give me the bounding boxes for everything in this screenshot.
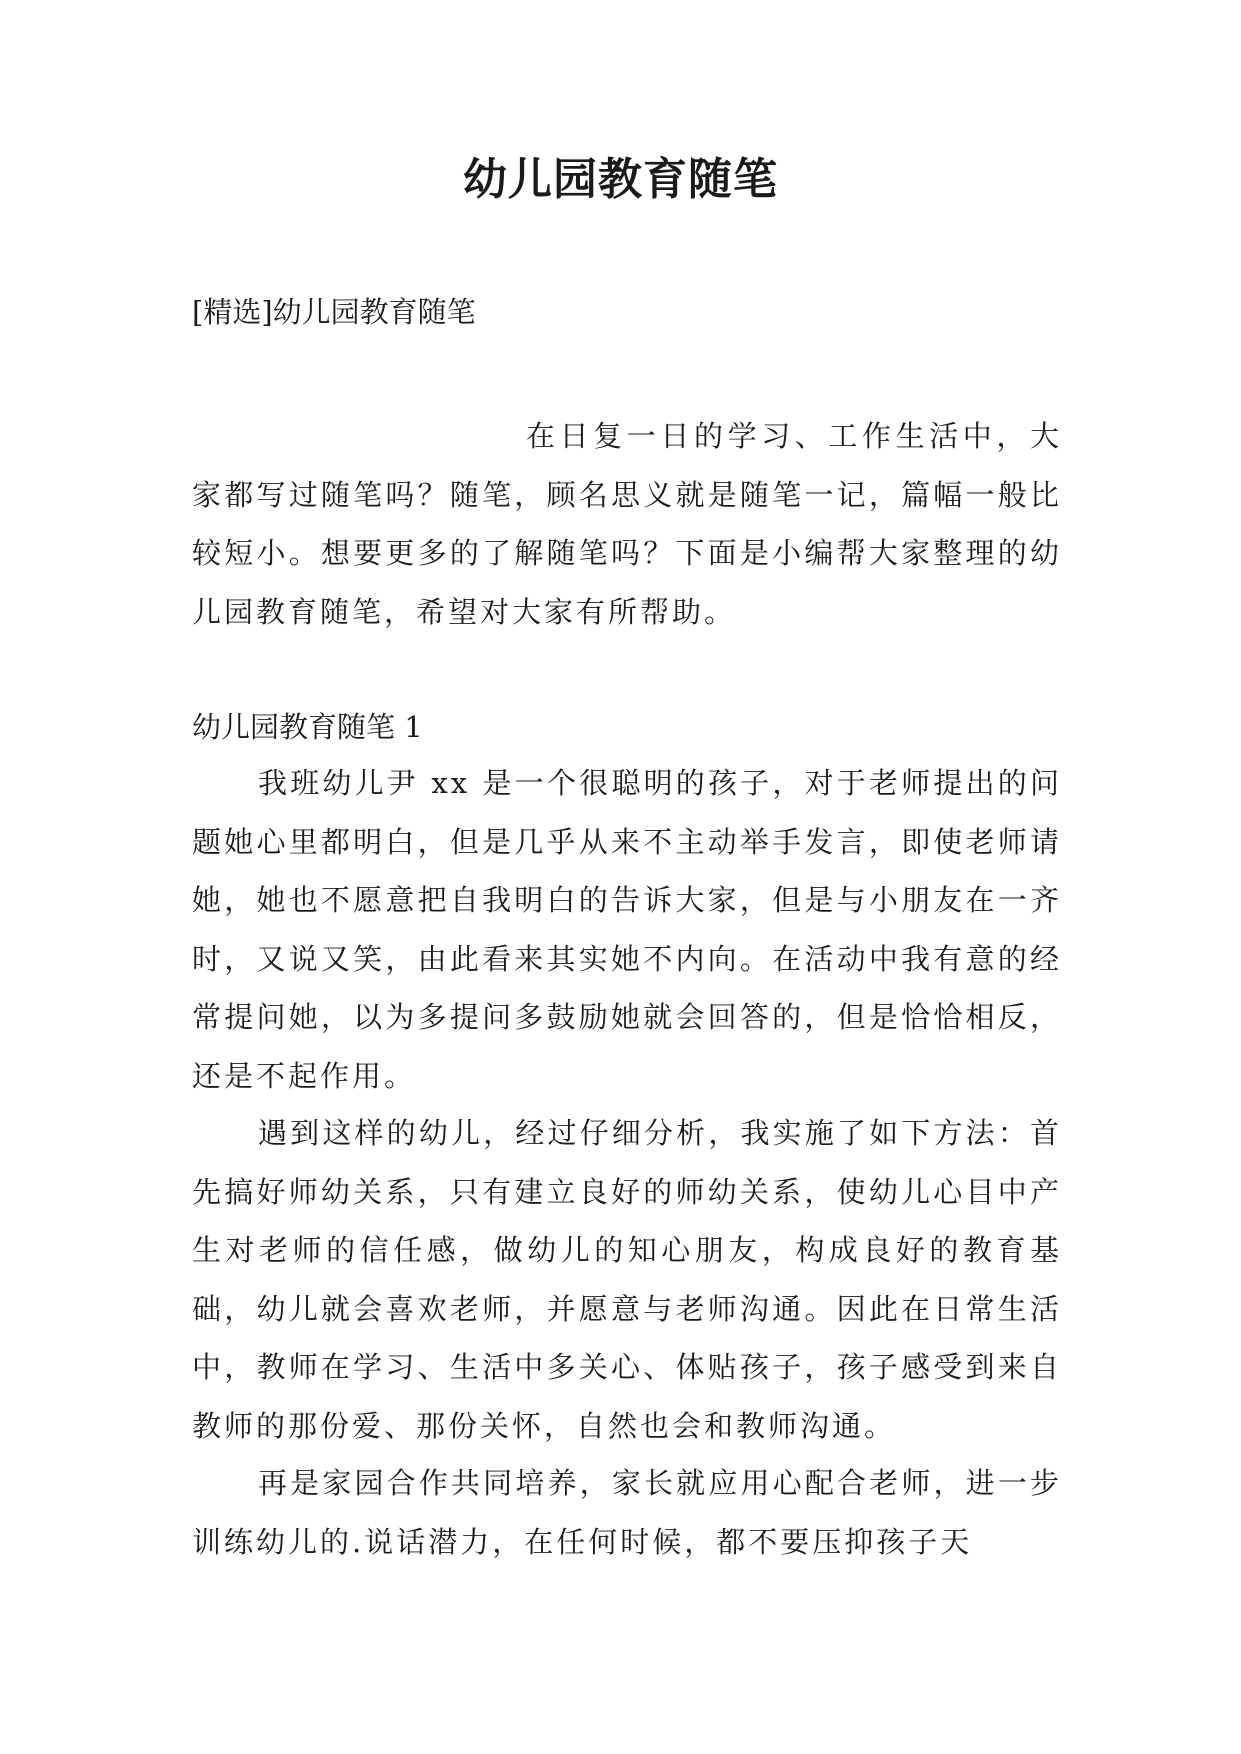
body-paragraph-3: 再是家园合作共同培养，家长就应用心配合老师，进一步训练幼儿的.说话潜力，在任何时候，都不要压抑孩子天 [192,1466,1062,1559]
document-title: 幼儿园教育随笔 [463,154,778,205]
document-subtitle: [精选]幼儿园教育随笔 [192,295,476,329]
section-heading: 幼儿园教育随笔 1 [192,710,423,744]
body-paragraph-1: 我班幼儿尹 xx 是一个很聪明的孩子，对于老师提出的问题她心里都明白，但是几乎从来不主动举手发言，即使老师请她，她也不愿意把自我明白的告诉大家，但是与小朋友在一齐时，又说又笑，由此看来其实她不内向。在活动中我有意的经常提问她，以为多提问多鼓励她就会回答的，但是恰恰相反，还是不起作用。 [192,766,1062,1093]
body-paragraph-2: 遇到这样的幼儿，经过仔细分析，我实施了如下方法：首先搞好师幼关系，只有建立良好的师幼关系，使幼儿心目中产生对老师的信任感，做幼儿的知心朋友，构成良好的教育基础，幼儿就会喜欢老师，并愿意与老师沟通。因此在日常生活中，教师在学习、生活中多关心、体贴孩子，孩子感受到来自教师的那份爱、那份关怀，自然也会和教师沟通。 [192,1116,1062,1443]
intro-paragraph: 在日复一日的学习、工作生活中，大家都写过随笔吗？随笔，顾名思义就是随笔一记，篇幅一般比较短小。想要更多的了解随笔吗？下面是小编帮大家整理的幼儿园教育随笔，希望对大家有所帮助。 [192,419,1062,629]
